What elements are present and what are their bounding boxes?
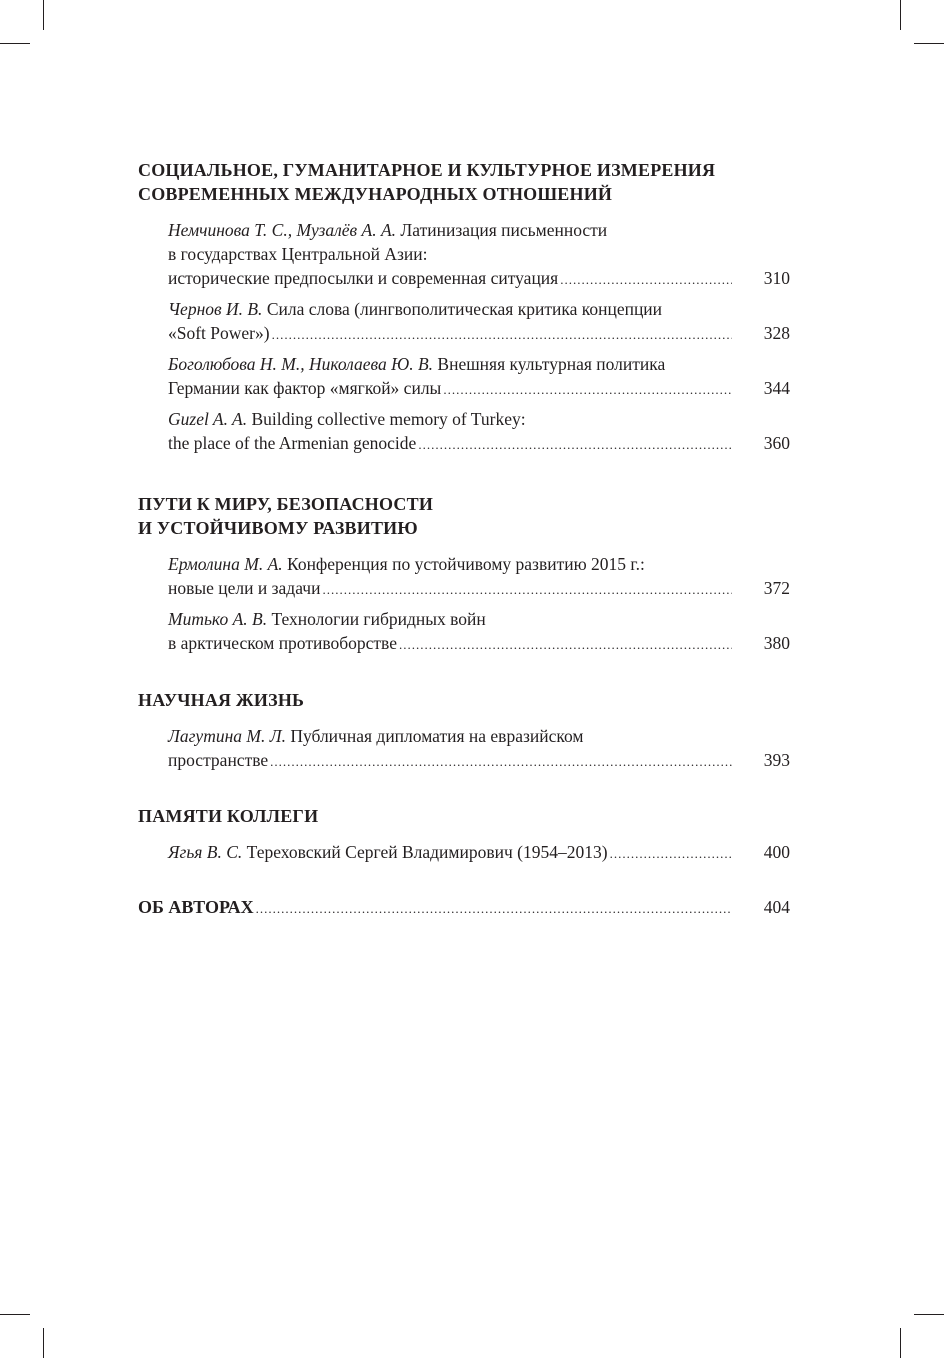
section-title	[138, 688, 790, 712]
dot-leader	[399, 633, 732, 657]
entry-title-line: «Soft Power»)	[168, 323, 270, 343]
crop-mark-top-right	[900, 0, 901, 30]
section-title-line: СОЦИАЛЬНОЕ, ГУМАНИТАРНОЕ И КУЛЬТУРНОЕ ИЗМЕРЕНИЯ	[138, 160, 716, 180]
section-title-line: И УСТОЙЧИВОМУ РАЗВИТИЮ	[138, 518, 418, 538]
toc-section	[138, 688, 790, 774]
toc-entry[interactable]	[138, 607, 790, 657]
entry-author: Лагутина М. Л.	[168, 726, 286, 746]
entry-author: Ягья В. С.	[168, 842, 243, 862]
entry-title: Внешняя культурная политика	[433, 354, 666, 374]
crop-mark-top-left-h	[0, 43, 30, 44]
dot-leader	[272, 323, 732, 347]
entry-page-number: 380	[763, 633, 790, 653]
crop-mark-bottom-right-h	[914, 1314, 944, 1315]
entry-title-line: Германии как фактор «мягкой» силы	[168, 378, 442, 398]
toc-entry-about-authors[interactable]	[138, 895, 790, 921]
section-title	[138, 158, 790, 206]
entry-title: Building collective memory of Turkey:	[247, 409, 526, 429]
entry-title: Сила слова (лингвополитическая критика концепции	[262, 299, 663, 319]
entry-title: Технологии гибридных войн	[267, 609, 486, 629]
dot-leader	[322, 578, 732, 602]
crop-mark-top-right-h	[914, 43, 944, 44]
dot-leader	[418, 433, 732, 457]
entry-page-number: 400	[763, 842, 790, 862]
toc-entry[interactable]	[138, 407, 790, 457]
section-title-line: СОВРЕМЕННЫХ МЕЖДУНАРОДНЫХ ОТНОШЕНИЙ	[138, 184, 613, 204]
section-title-line: ПАМЯТИ КОЛЛЕГИ	[138, 806, 319, 826]
entry-page-number: 393	[763, 750, 790, 770]
entry-title: Латинизация письменности	[396, 220, 608, 240]
crop-mark-bottom-left-h	[0, 1314, 30, 1315]
section-title-line: НАУЧНАЯ ЖИЗНЬ	[138, 690, 305, 710]
entry-title-line: пространстве	[168, 750, 269, 770]
toc-entry[interactable]	[138, 352, 790, 402]
entry-title-line: the place of the Armenian genocide	[168, 433, 417, 453]
entry-author: Ермолина М. А.	[168, 554, 283, 574]
dot-leader	[256, 897, 732, 921]
entry-page-number: 344	[763, 378, 790, 398]
entry-page-number: 310	[763, 268, 790, 288]
entry-page-number: 328	[763, 323, 790, 343]
entry-page-number: 360	[763, 433, 790, 453]
crop-mark-top-left	[43, 0, 44, 30]
section-title	[138, 804, 790, 828]
table-of-contents	[138, 158, 790, 921]
dot-leader	[443, 378, 732, 402]
section-entries	[138, 840, 790, 866]
toc-section	[138, 158, 790, 457]
section-title-line: ПУТИ К МИРУ, БЕЗОПАСНОСТИ	[138, 494, 434, 514]
toc-entry[interactable]	[138, 218, 790, 292]
entry-title-line: в арктическом противоборстве	[168, 633, 397, 653]
about-authors-page-number: 404	[763, 897, 790, 917]
toc-entry[interactable]	[138, 724, 790, 774]
toc-entry[interactable]	[138, 552, 790, 602]
section-entries	[138, 724, 790, 774]
entry-author: Боголюбова Н. М., Николаева Ю. В.	[168, 354, 434, 374]
toc-section	[138, 804, 790, 866]
entry-title-line: новые цели и задачи	[168, 578, 321, 598]
entry-author: Чернов И. В.	[168, 299, 263, 319]
about-authors-label: ОБ АВТОРАХ	[138, 897, 254, 917]
section-title	[138, 492, 790, 540]
toc-entry[interactable]	[138, 840, 790, 866]
entry-author: Guzel A. A.	[168, 409, 248, 429]
dot-leader	[610, 842, 732, 866]
entry-title: Тереховский Сергей Владимирович (1954–2013)	[242, 842, 608, 862]
entry-title: Конференция по устойчивому развитию 2015 г.:	[282, 554, 645, 574]
section-entries	[138, 218, 790, 457]
crop-mark-bottom-right	[900, 1328, 901, 1358]
dot-leader	[270, 750, 732, 774]
dot-leader	[560, 268, 732, 292]
entry-author: Немчинова Т. С., Музалёв А. А.	[168, 220, 397, 240]
toc-section	[138, 492, 790, 657]
crop-mark-bottom-left	[43, 1328, 44, 1358]
entry-author: Митько А. В.	[168, 609, 268, 629]
entry-page-number: 372	[763, 578, 790, 598]
toc-entry[interactable]	[138, 297, 790, 347]
section-entries	[138, 552, 790, 657]
entry-title: Публичная дипломатия на евразийском	[285, 726, 584, 746]
entry-title-line: исторические предпосылки и современная ситуация	[168, 268, 559, 288]
entry-title-line: в государствах Центральной Азии:	[168, 244, 428, 264]
